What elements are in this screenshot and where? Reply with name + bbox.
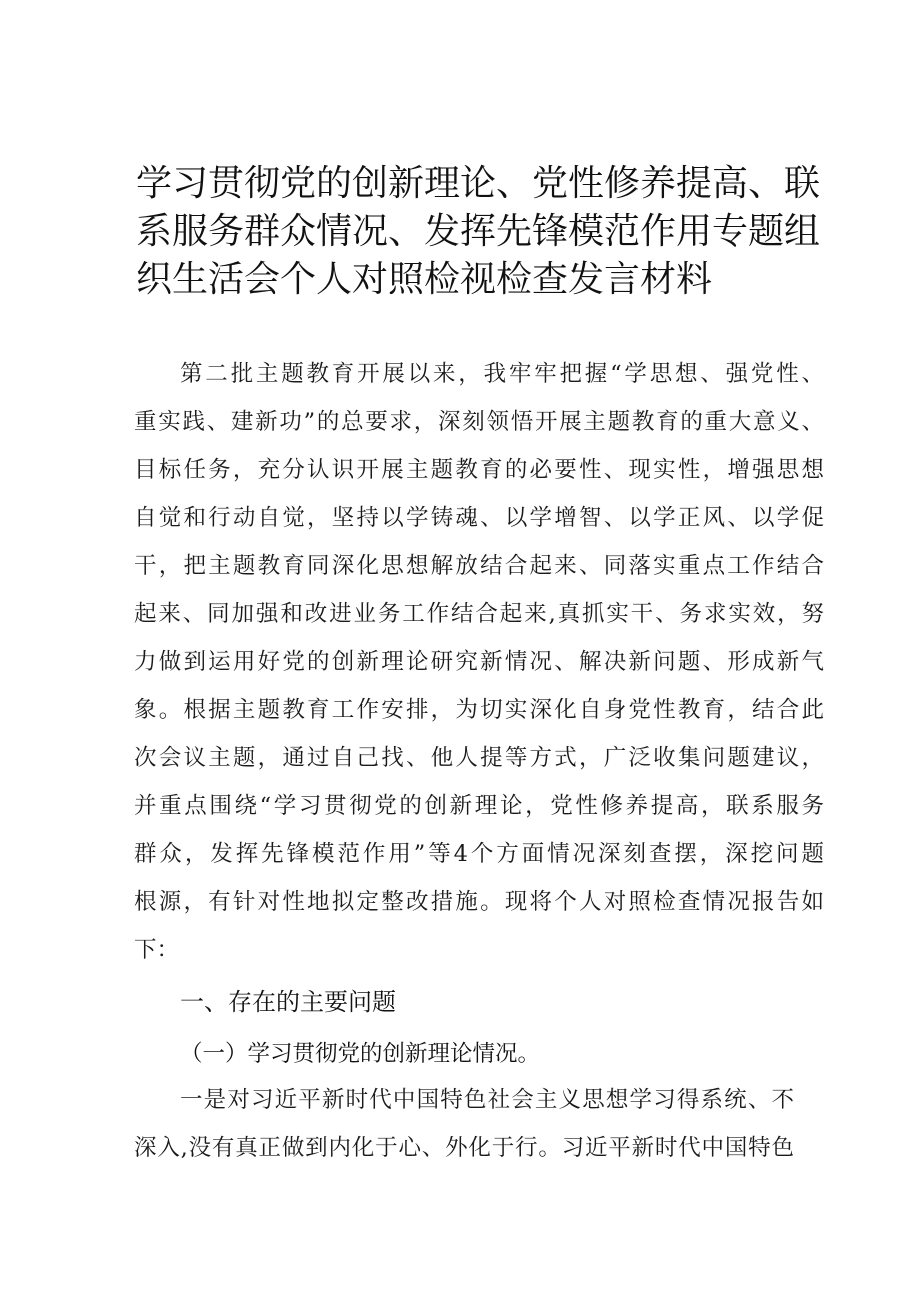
paragraph-line: 群众，发挥先锋模范作用”等4个方面情况深刻查摆，深挖问题 — [134, 841, 824, 867]
paragraph-line: 干，把主题教育同深化思想解放结合起来、同落实重点工作结合 — [134, 553, 824, 579]
section-heading: 一、存在的主要问题 — [180, 988, 396, 1016]
paragraph-line: 起来、同加强和改进业务工作结合起来,真抓实干、务求实效，努 — [134, 601, 824, 627]
title-line: 织生活会个人对照检视检查发言材料 — [136, 259, 713, 300]
paragraph-line: 根源，有针对性地拟定整改措施。现将个人对照检查情况报告如 — [134, 889, 824, 915]
paragraph-line: 象。根据主题教育工作安排，为切实深化自身党性教育，结合此 — [134, 697, 824, 723]
title-line: 系服务群众情况、发挥先锋模范作用专题组 — [136, 211, 821, 252]
paragraph-line: 一是对习近平新时代中国特色社会主义思想学习得系统、不 — [180, 1087, 794, 1113]
paragraph-line: 次会议主题，通过自己找、他人提等方式，广泛收集问题建议， — [134, 745, 824, 771]
paragraph-line: 重实践、建新功”的总要求，深刻领悟开展主题教育的重大意义、 — [134, 409, 824, 435]
section-paragraph — [134, 1076, 794, 1172]
paragraph-line: 下： — [134, 937, 180, 963]
paragraph-line: 力做到运用好党的创新理论研究新情况、解决新问题、形成新气 — [134, 649, 824, 675]
paragraph-line: 深入,没有真正做到内化于心、外化于行。习近平新时代中国特色 — [134, 1135, 794, 1161]
intro-paragraph — [134, 350, 824, 974]
title-line: 学习贯彻党的创新理论、党性修养提高、联 — [136, 163, 821, 204]
paragraph-line: 第二批主题教育开展以来，我牢牢把握“学思想、强党性、 — [180, 361, 824, 387]
document-title — [136, 160, 821, 304]
paragraph-line: 自觉和行动自觉，坚持以学铸魂、以学增智、以学正风、以学促 — [134, 505, 824, 531]
section-subheading: （一）学习贯彻党的创新理论情况。 — [180, 1041, 541, 1067]
paragraph-line: 并重点围绕“学习贯彻党的创新理论，党性修养提高，联系服务 — [134, 793, 824, 819]
paragraph-line: 目标任务，充分认识开展主题教育的必要性、现实性，增强思想 — [134, 457, 824, 483]
